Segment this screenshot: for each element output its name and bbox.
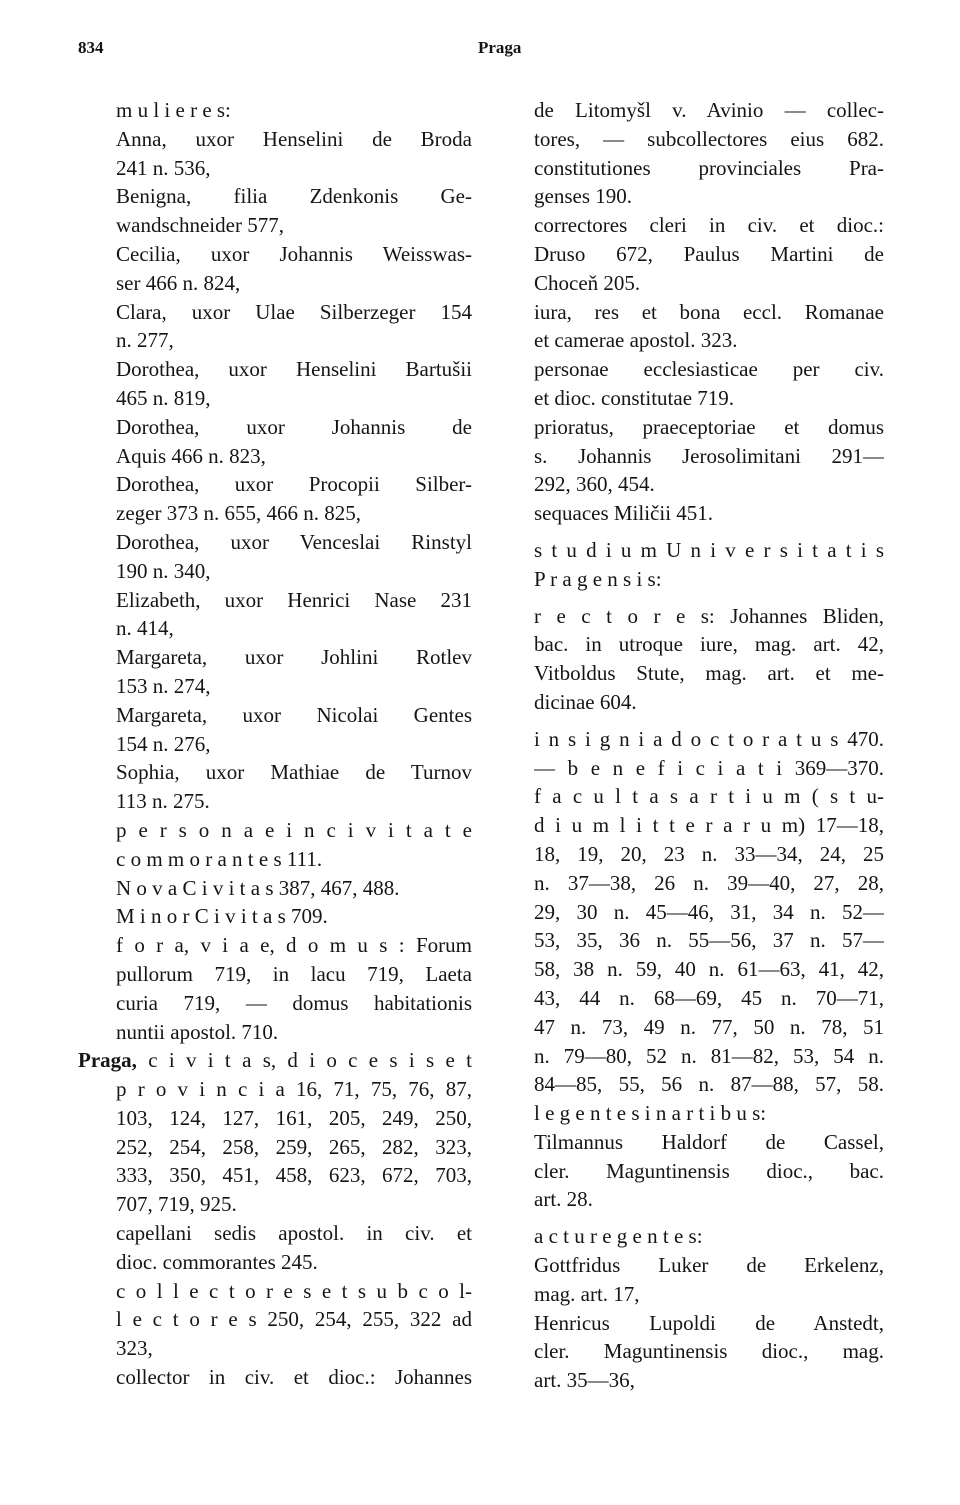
index-line — [534, 1128, 884, 1157]
index-line — [116, 326, 472, 355]
index-line — [116, 1075, 472, 1104]
index-line — [116, 816, 472, 845]
index-line — [534, 125, 884, 154]
index-lemma: Praga, — [78, 1048, 137, 1073]
index-line-text: 252, 254, 258, 259, 265, 282, 323, — [116, 1134, 472, 1159]
index-line — [116, 701, 472, 730]
index-line-text: c o l l e c t o r e s e t s u b c o l- — [116, 1278, 472, 1303]
index-line-text: 241 n. 536, — [116, 155, 211, 180]
index-line — [116, 269, 472, 298]
index-line — [534, 211, 884, 240]
index-line-text: art. 28. — [534, 1187, 593, 1212]
entry-gap — [534, 1214, 884, 1222]
index-line-text: prioratus, praeceptoriae et domus — [534, 414, 884, 439]
index-line — [116, 845, 472, 874]
index-line — [116, 672, 472, 701]
entry-gap — [534, 717, 884, 725]
index-line — [534, 384, 884, 413]
index-line — [116, 470, 472, 499]
index-line-text: 103, 124, 127, 161, 205, 249, 250, — [116, 1105, 472, 1130]
index-line-text: Druso 672, Paulus Martini de — [534, 241, 884, 266]
index-line — [116, 240, 472, 269]
index-line-text: iura, res et bona eccl. Romanae — [534, 299, 884, 324]
index-line-text: n. 414, — [116, 616, 174, 641]
index-line-text: Elizabeth, uxor Henrici Nase 231 — [116, 587, 472, 612]
index-line — [116, 442, 472, 471]
index-line — [534, 154, 884, 183]
index-line-text: 84—85, 55, 56 n. 87—88, 57, 58. — [534, 1072, 884, 1097]
index-line — [534, 536, 884, 565]
index-line-text: curia 719, — domus habitationis — [116, 990, 472, 1015]
index-line-text: Dorothea, uxor Procopii Silber- — [116, 472, 472, 497]
index-line-text: personae ecclesiasticae per civ. — [534, 357, 884, 382]
index-line-text: 465 n. 819, — [116, 385, 211, 410]
index-line-text: ser 466 n. 824, — [116, 270, 241, 295]
index-line — [534, 1309, 884, 1338]
index-line — [116, 211, 472, 240]
index-line — [116, 413, 472, 442]
index-line-text: f o r a, v i a e, d o m u s : Forum — [116, 933, 472, 958]
index-line — [534, 602, 884, 631]
index-line — [534, 326, 884, 355]
index-line — [116, 1219, 472, 1248]
index-line — [116, 1277, 472, 1306]
index-line — [534, 1070, 884, 1099]
index-line-text: 153 n. 274, — [116, 673, 211, 698]
index-line-text: Dorothea, uxor Venceslai Rinstyl — [116, 529, 472, 554]
entry-gap — [534, 594, 884, 602]
index-line — [116, 1190, 472, 1219]
index-line — [534, 1366, 884, 1395]
index-line-text: p r o v i n c i a 16, 71, 75, 76, 87, — [116, 1077, 472, 1102]
index-line-text: 707, 719, 925. — [116, 1192, 237, 1217]
index-line-text: s. Johannis Jerosolimitani 291— — [534, 443, 884, 468]
index-line — [534, 240, 884, 269]
index-line — [534, 442, 884, 471]
index-line — [116, 989, 472, 1018]
index-line — [534, 355, 884, 384]
index-line — [116, 384, 472, 413]
index-line-text: correctores cleri in civ. et dioc.: — [534, 213, 884, 238]
index-line-text: Cecilia, uxor Johannis Weisswas- — [116, 241, 472, 266]
index-line-text: l e g e n t e s i n a r t i b u s: — [534, 1101, 767, 1126]
index-line — [116, 1248, 472, 1277]
index-line-text: dicinae 604. — [534, 689, 637, 714]
index-line — [534, 499, 884, 528]
index-line-text: 323, — [116, 1336, 153, 1361]
index-line-text: Choceň 205. — [534, 270, 641, 295]
index-line — [534, 688, 884, 717]
index-line — [116, 1363, 472, 1392]
entry-gap — [534, 528, 884, 536]
index-line — [116, 787, 472, 816]
index-line-text: p e r s o n a e i n c i v i t a t e — [116, 817, 472, 842]
index-line-text: 113 n. 275. — [116, 789, 210, 814]
index-line-text: Dorothea, uxor Henselini Bartušii — [116, 357, 472, 382]
index-line — [534, 1222, 884, 1251]
index-line — [116, 298, 472, 327]
index-line — [534, 1099, 884, 1128]
index-line-text: art. 35—36, — [534, 1368, 635, 1393]
index-line — [116, 1305, 472, 1334]
index-line — [534, 269, 884, 298]
index-line-text: 154 n. 276, — [116, 731, 211, 756]
index-line-text: s t u d i u m U n i v e r s i t a t i s — [534, 537, 884, 562]
index-line — [534, 955, 884, 984]
index-line-text: c i v i t a s, d i o c e s i s e t — [148, 1048, 472, 1073]
index-line — [116, 125, 472, 154]
index-line — [116, 730, 472, 759]
index-line-text: 333, 350, 451, 458, 623, 672, 703, — [116, 1163, 472, 1188]
index-line — [534, 1280, 884, 1309]
running-head: Praga — [478, 38, 522, 57]
index-line — [116, 643, 472, 672]
index-line — [116, 874, 472, 903]
index-line — [534, 1013, 884, 1042]
index-line — [534, 413, 884, 442]
index-line — [534, 470, 884, 499]
index-line-text: Clara, uxor Ulae Silberzeger 154 — [116, 299, 472, 324]
index-line — [116, 758, 472, 787]
index-line — [78, 1046, 472, 1075]
index-line-text: 29, 30 n. 45—46, 31, 34 n. 52— — [534, 899, 884, 924]
page-header — [78, 38, 888, 68]
index-line-text: capellani sedis apostol. in civ. et — [116, 1221, 472, 1246]
index-line — [534, 811, 884, 840]
index-line — [534, 1042, 884, 1071]
index-line-text: 53, 35, 36 n. 55—56, 37 n. 57— — [534, 928, 884, 953]
index-line-text: pullorum 719, in lacu 719, Laeta — [116, 961, 472, 986]
index-line-text: et camerae apostol. 323. — [534, 328, 738, 353]
index-line-text: Henricus Lupoldi de Anstedt, — [534, 1310, 884, 1335]
index-line — [534, 630, 884, 659]
index-line — [534, 754, 884, 783]
index-line-text: mag. art. 17, — [534, 1281, 640, 1306]
index-line-text: Margareta, uxor Johlini Rotlev — [116, 645, 472, 670]
index-line — [534, 659, 884, 688]
index-line-text: Gottfridus Luker de Erkelenz, — [534, 1253, 884, 1278]
index-line — [534, 1157, 884, 1186]
index-line — [534, 96, 884, 125]
index-line-text: f a c u l t a s a r t i u m ( s t u- — [534, 784, 884, 809]
index-line — [116, 528, 472, 557]
index-line — [116, 499, 472, 528]
index-line — [534, 1251, 884, 1280]
index-line — [116, 96, 472, 125]
left-column — [78, 96, 472, 1392]
index-line-text: n. 277, — [116, 328, 174, 353]
index-line-text: Benigna, filia Zdenkonis Ge- — [116, 184, 472, 209]
index-line — [534, 1337, 884, 1366]
index-line — [116, 1018, 472, 1047]
index-line-text: Tilmannus Haldorf de Cassel, — [534, 1129, 884, 1154]
index-line-text: Margareta, uxor Nicolai Gentes — [116, 702, 472, 727]
index-line-text: dioc. commorantes 245. — [116, 1249, 318, 1274]
index-line — [534, 1185, 884, 1214]
index-line-text: — b e n e f i c i a t i 369—370. — [534, 755, 884, 780]
index-line-text: bac. in utroque iure, mag. art. 42, — [534, 632, 884, 657]
index-line-text: n. 79—80, 52 n. 81—82, 53, 54 n. — [534, 1043, 884, 1068]
index-line — [534, 984, 884, 1013]
index-line — [116, 1334, 472, 1363]
index-line — [116, 355, 472, 384]
index-line — [116, 1133, 472, 1162]
index-line — [116, 557, 472, 586]
index-line-text: c o m m o r a n t e s 111. — [116, 846, 323, 871]
index-line — [534, 565, 884, 594]
index-line — [116, 902, 472, 931]
index-line-text: i n s i g n i a d o c t o r a t u s 470. — [534, 726, 884, 751]
index-line-text: nuntii apostol. 710. — [116, 1019, 279, 1044]
index-line — [116, 154, 472, 183]
index-line-text: P r a g e n s i s: — [534, 566, 662, 591]
index-line-text: zeger 373 n. 655, 466 n. 825, — [116, 501, 361, 526]
right-column — [534, 96, 884, 1395]
index-line — [116, 931, 472, 960]
index-line-text: n. 37—38, 26 n. 39—40, 27, 28, — [534, 870, 884, 895]
index-line — [534, 869, 884, 898]
index-line-text: constitutiones provinciales Pra- — [534, 155, 884, 180]
index-line — [116, 1161, 472, 1190]
index-line — [116, 586, 472, 615]
index-line-text: Vitboldus Stute, mag. art. et me- — [534, 661, 884, 686]
index-line-text: 58, 38 n. 59, 40 n. 61—63, 41, 42, — [534, 957, 884, 982]
index-line — [534, 898, 884, 927]
index-line-text: l e c t o r e s 250, 254, 255, 322 ad — [116, 1307, 472, 1332]
index-line-text: et dioc. constitutae 719. — [534, 385, 735, 410]
index-line-text: 18, 19, 20, 23 n. 33—34, 24, 25 — [534, 841, 884, 866]
index-line-text: m u l i e r e s: — [116, 98, 231, 122]
index-line-text: wandschneider 577, — [116, 213, 284, 238]
index-line — [116, 960, 472, 989]
index-line — [534, 782, 884, 811]
index-line-text: N o v a C i v i t a s 387, 467, 488. — [116, 875, 400, 900]
index-line — [534, 298, 884, 327]
index-line-text: genses 190. — [534, 184, 632, 209]
index-line — [534, 725, 884, 754]
index-line-text: collector in civ. et dioc.: Johannes — [116, 1365, 472, 1390]
index-line — [534, 182, 884, 211]
index-line-text: de Litomyšl v. Avinio — collec- — [534, 98, 884, 122]
index-line-text: 190 n. 340, — [116, 558, 211, 583]
index-line-text: d i u m l i t t e r a r u m) 17—18, — [534, 813, 884, 838]
index-line-text: 292, 360, 454. — [534, 472, 655, 497]
index-line — [534, 926, 884, 955]
index-line-text: 47 n. 73, 49 n. 77, 50 n. 78, 51 — [534, 1014, 884, 1039]
index-line-text: 43, 44 n. 68—69, 45 n. 70—71, — [534, 985, 884, 1010]
index-line-text: tores, — subcollectores eius 682. — [534, 126, 884, 151]
index-line — [116, 182, 472, 211]
index-line-text: Dorothea, uxor Johannis de — [116, 414, 472, 439]
index-line-text: sequaces Miličii 451. — [534, 501, 714, 526]
page-number: 834 — [78, 38, 104, 57]
index-line-text: r e c t o r e s: Johannes Bliden, — [534, 603, 884, 628]
index-line-text: cler. Maguntinensis dioc., mag. — [534, 1339, 884, 1364]
index-line-text: a c t u r e g e n t e s: — [534, 1224, 703, 1249]
index-line-text: cler. Maguntinensis dioc., bac. — [534, 1158, 884, 1183]
index-line-text: Aquis 466 n. 823, — [116, 443, 266, 468]
index-line — [116, 1104, 472, 1133]
index-line — [534, 840, 884, 869]
index-line — [116, 614, 472, 643]
index-line-text: M i n o r C i v i t a s 709. — [116, 904, 328, 929]
index-line-text: Sophia, uxor Mathiae de Turnov — [116, 760, 472, 785]
index-line-text: Anna, uxor Henselini de Broda — [116, 126, 472, 151]
